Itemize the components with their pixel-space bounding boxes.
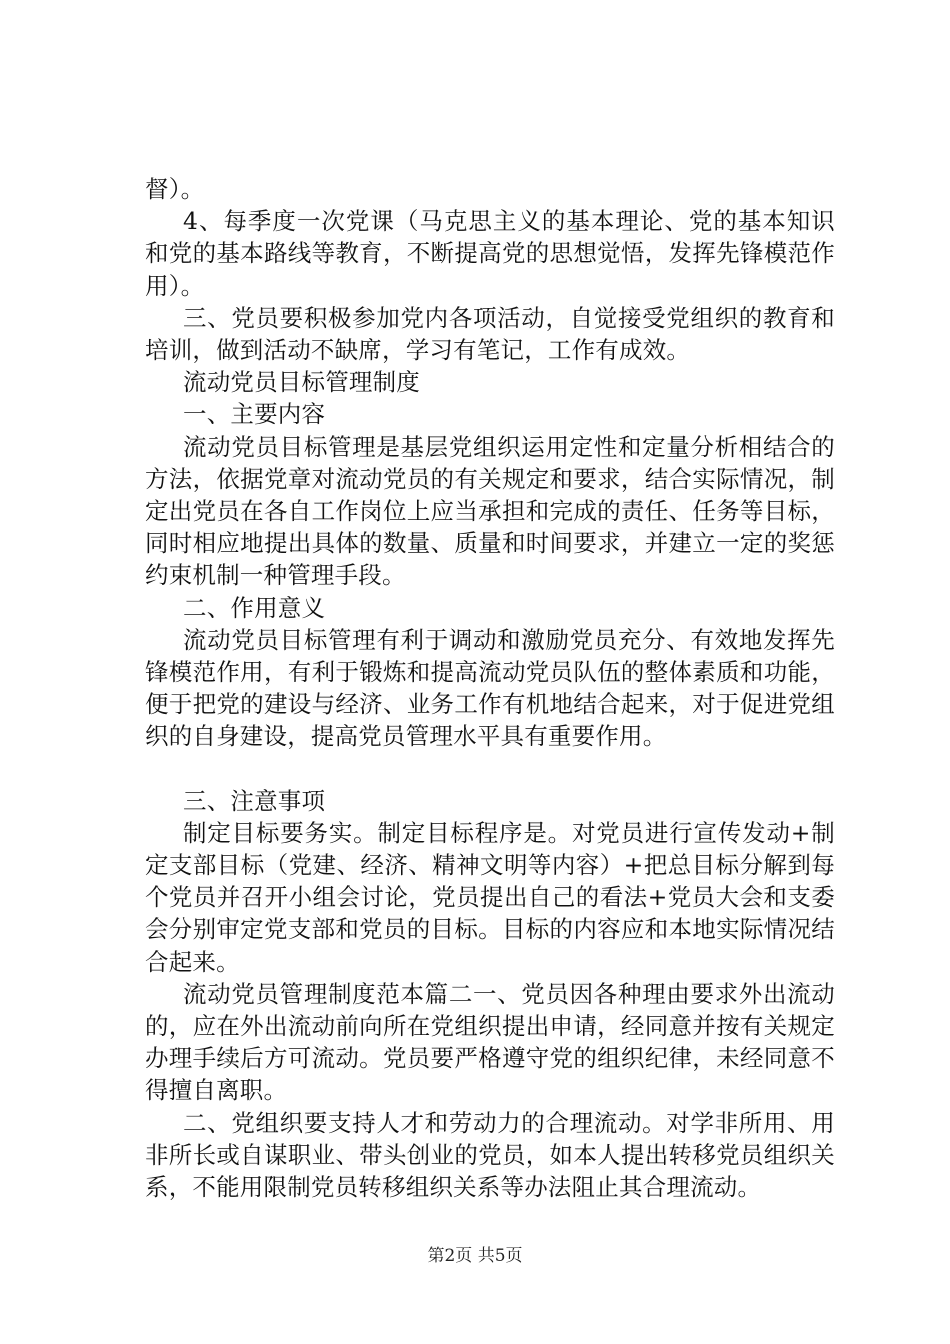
document-body [145, 173, 835, 1203]
page-number-footer: 第2页 共5页 [427, 1246, 523, 1266]
paragraph: 流动党员目标管理是基层党组织运用定性和定量分析相结合的方法，依据党章对流动党员的有关规定和要求，结合实际情况，制定出党员在各自工作岗位上应当承担和完成的责任、任务等目标，同时相应地提出具体的数量、质量和时间要求，并建立一定的奖惩约束机制一种管理手段。 [145, 432, 835, 590]
paragraph: 三、党员要积极参加党内各项活动，自觉接受党组织的教育和培训，做到活动不缺席，学习有笔记，工作有成效。 [145, 303, 835, 365]
paragraph: 流动党员管理制度范本篇二一、党员因各种理由要求外出流动的，应在外出流动前向所在党组织提出申请，经同意并按有关规定办理手续后方可流动。党员要严格遵守党的组织纪律，未经同意不得擅自离职。 [145, 979, 835, 1105]
paragraph: 4、每季度一次党课（马克思主义的基本理论、党的基本知识和党的基本路线等教育，不断提高党的思想觉悟，发挥先锋模范作用）。 [145, 207, 835, 300]
section-heading: 一、主要内容 [183, 400, 326, 429]
blank-line [145, 753, 835, 785]
section-title: 流动党员目标管理制度 [183, 368, 420, 397]
paragraph: 制定目标要务实。制定目标程序是。对党员进行宣传发动+制定支部目标（党建、经济、精神文明等内容）+把总目标分解到每个党员并召开小组会讨论，党员提出自己的看法+党员大会和支委会分别审定党支部和党员的目标。目标的内容应和本地实际情况结合起来。 [145, 818, 835, 976]
paragraph: 流动党员目标管理有利于调动和激励党员充分、有效地发挥先锋模范作用，有利于锻炼和提高流动党员队伍的整体素质和功能，便于把党的建设与经济、业务工作有机地结合起来，对于促进党组织的自身建设，提高党员管理水平具有重要作用。 [145, 625, 835, 751]
paragraph: 督）。 [145, 175, 205, 203]
section-heading: 二、作用意义 [183, 593, 326, 622]
paragraph: 二、党组织要支持人才和劳动力的合理流动。对学非所用、用非所长或自谋职业、带头创业的党员，如本人提出转移党员组织关系，不能用限制党员转移组织关系等办法阻止其合理流动。 [145, 1108, 835, 1202]
section-heading: 三、注意事项 [183, 786, 326, 815]
